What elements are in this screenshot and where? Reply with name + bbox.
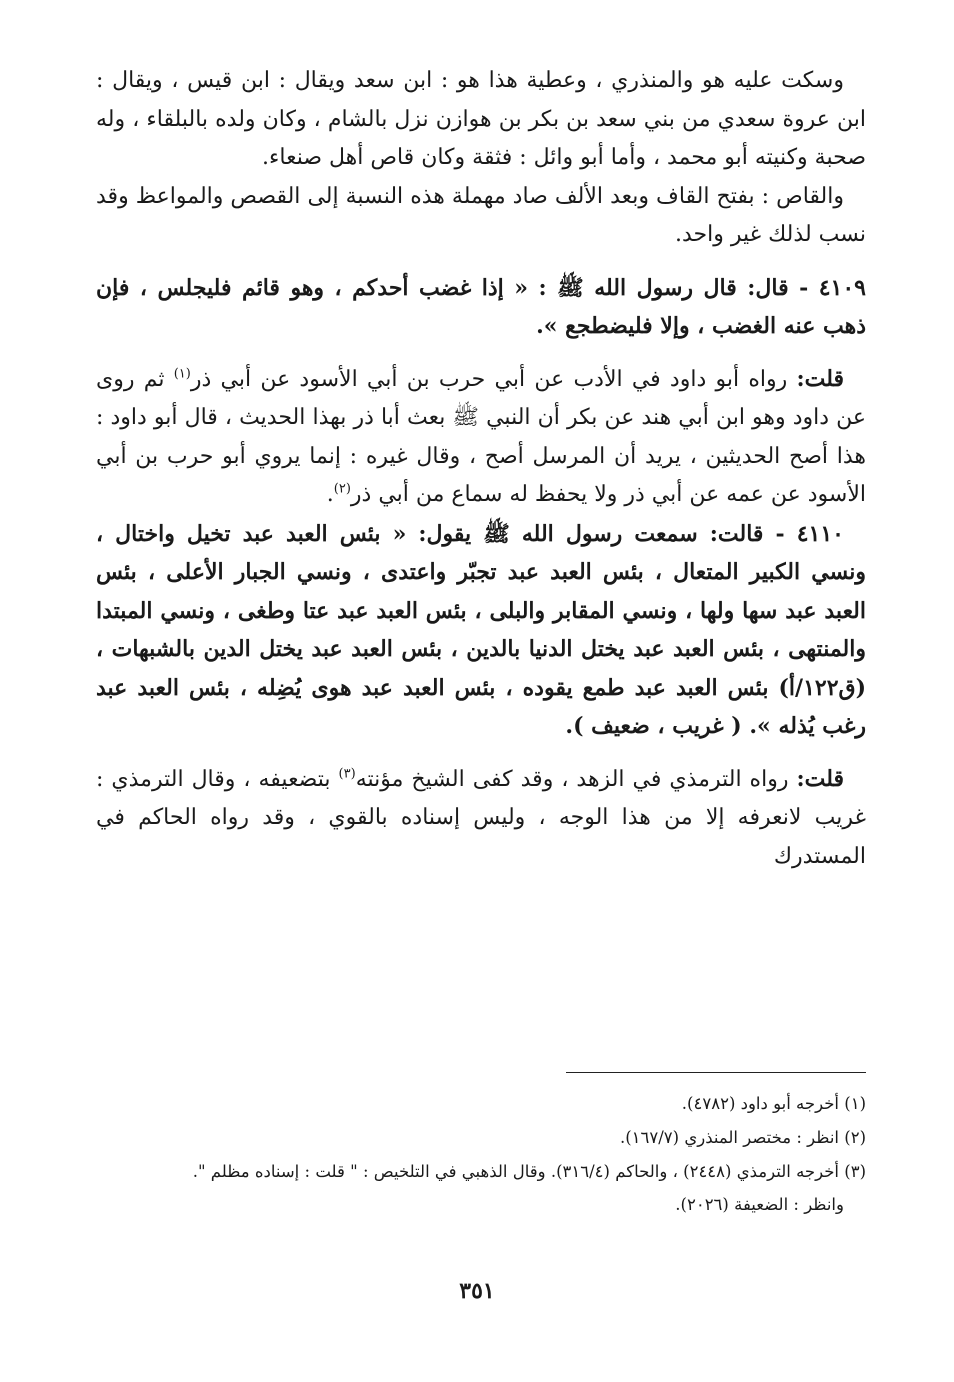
- commentary-4110: [96, 760, 866, 877]
- footnote-3-continuation: وانظر : الضعيفة (٢٠٢٦).: [675, 1195, 844, 1214]
- footnote-ref-3[interactable]: (٣): [338, 766, 356, 782]
- commentary-4109: [96, 360, 866, 515]
- footnote-1: (١) أخرجه أبو داود (٤٧٨٢).: [681, 1094, 866, 1113]
- spacer: [96, 746, 866, 760]
- qult-label: قلت:: [796, 365, 844, 392]
- commentary-text: رواه أبو داود في الأدب عن أبي حرب بن أبي الأسود عن أبي ذر: [190, 366, 788, 392]
- paragraph-qass-definition: والقاص : بفتح القاف وبعد الألف صاد مهملة هذه النسبة إلى القصص والمواعظ وقد نسب لذلك غير واحد.: [96, 183, 866, 247]
- footnotes: [96, 1072, 866, 1221]
- spacer: [96, 255, 866, 269]
- spacer: [96, 346, 866, 360]
- commentary-end: .: [326, 482, 334, 507]
- paragraph-narrator-notes: وسكت عليه هو والمنذري ، وعطية هذا هو : ابن سعد ويقال : ابن قيس ، ويقال : ابن عروة سعدي من بني سعد بن بكر بن هوازن نزل بالشام ، وكان ولده بالبلقاء ، وله صحبة وكنيته أبو محمد ، وأما أبو وائل : فثقة وكان قاص أهل صنعاء.: [96, 68, 866, 170]
- footnote-3: (٣) أخرجه الترمذي (٢٤٤٨) ، والحاكم (٣١٦/٤). وقال الذهبي في التلخيص : " قلت : إسناده مظلم ".: [192, 1162, 866, 1181]
- commentary-text: بتضعيفه ، وقال الترمذي : غريب لانعرفه إلا من هذا الوجه ، وليس إسناده بالقوي ، وقد رواه الحاكم في المستدرك: [96, 766, 866, 869]
- commentary-text: رواه الترمذي في الزهد ، وقد كفى الشيخ مؤنته: [355, 766, 789, 792]
- qult-label: قلت:: [796, 765, 844, 792]
- footnote-2: (٢) انظر : مختصر المنذري (١٦٧/٧).: [619, 1128, 866, 1147]
- hadith-4109: ٤١٠٩ - قال: قال رسول الله ﷺ : « إذا غضب أحدكم ، وهو قائم فليجلس ، فإن ذهب عنه الغضب ، وإلا فليضطجع ».: [96, 274, 866, 339]
- commentary-text: ثم روى عن داود وهو ابن أبي هند عن بكر أن النبي ﷺ بعث أبا ذر بهذا الحديث ، قال أبو داود : هذا أصح الحديثين ، يريد أن المرسل أصح ، وقال غيره : إنما يروي أبو حرب بن أبي الأسود عن عمه عن أبي ذر ولا يحفظ له سماع من أبي ذر: [96, 366, 866, 507]
- hadith-4110: ٤١١٠ - قالت: سمعت رسول الله ﷺ يقول: « بئس العبد عبد تخيل واختال ، ونسي الكبير المتعال ، بئس العبد عبد تجبّر واعتدى ، ونسي الجبار الأعلى ، بئس العبد عبد سها ولها ، ونسي المقابر والبلى ، بئس العبد عبد عتا وطغى ، ونسي المبتدا والمنتهى ، بئس العبد عبد يختل الدنيا بالدين ، بئس العبد عبد يختل الدين بالشبهات ، (ق١٢٢/أ) بئس العبد عبد طمع يقوده ، بئس العبد عبد هوى يُضِله ، بئس العبد عبد رغب يُذله ». ( غريب ، ضعيف ).: [96, 520, 866, 739]
- footnote-divider: [566, 1072, 866, 1073]
- main-text: [96, 62, 866, 876]
- footnote-ref-2[interactable]: (٢): [333, 481, 351, 497]
- footnote-ref-1[interactable]: (١): [173, 366, 191, 382]
- page-number: ٣٥١: [459, 1278, 495, 1304]
